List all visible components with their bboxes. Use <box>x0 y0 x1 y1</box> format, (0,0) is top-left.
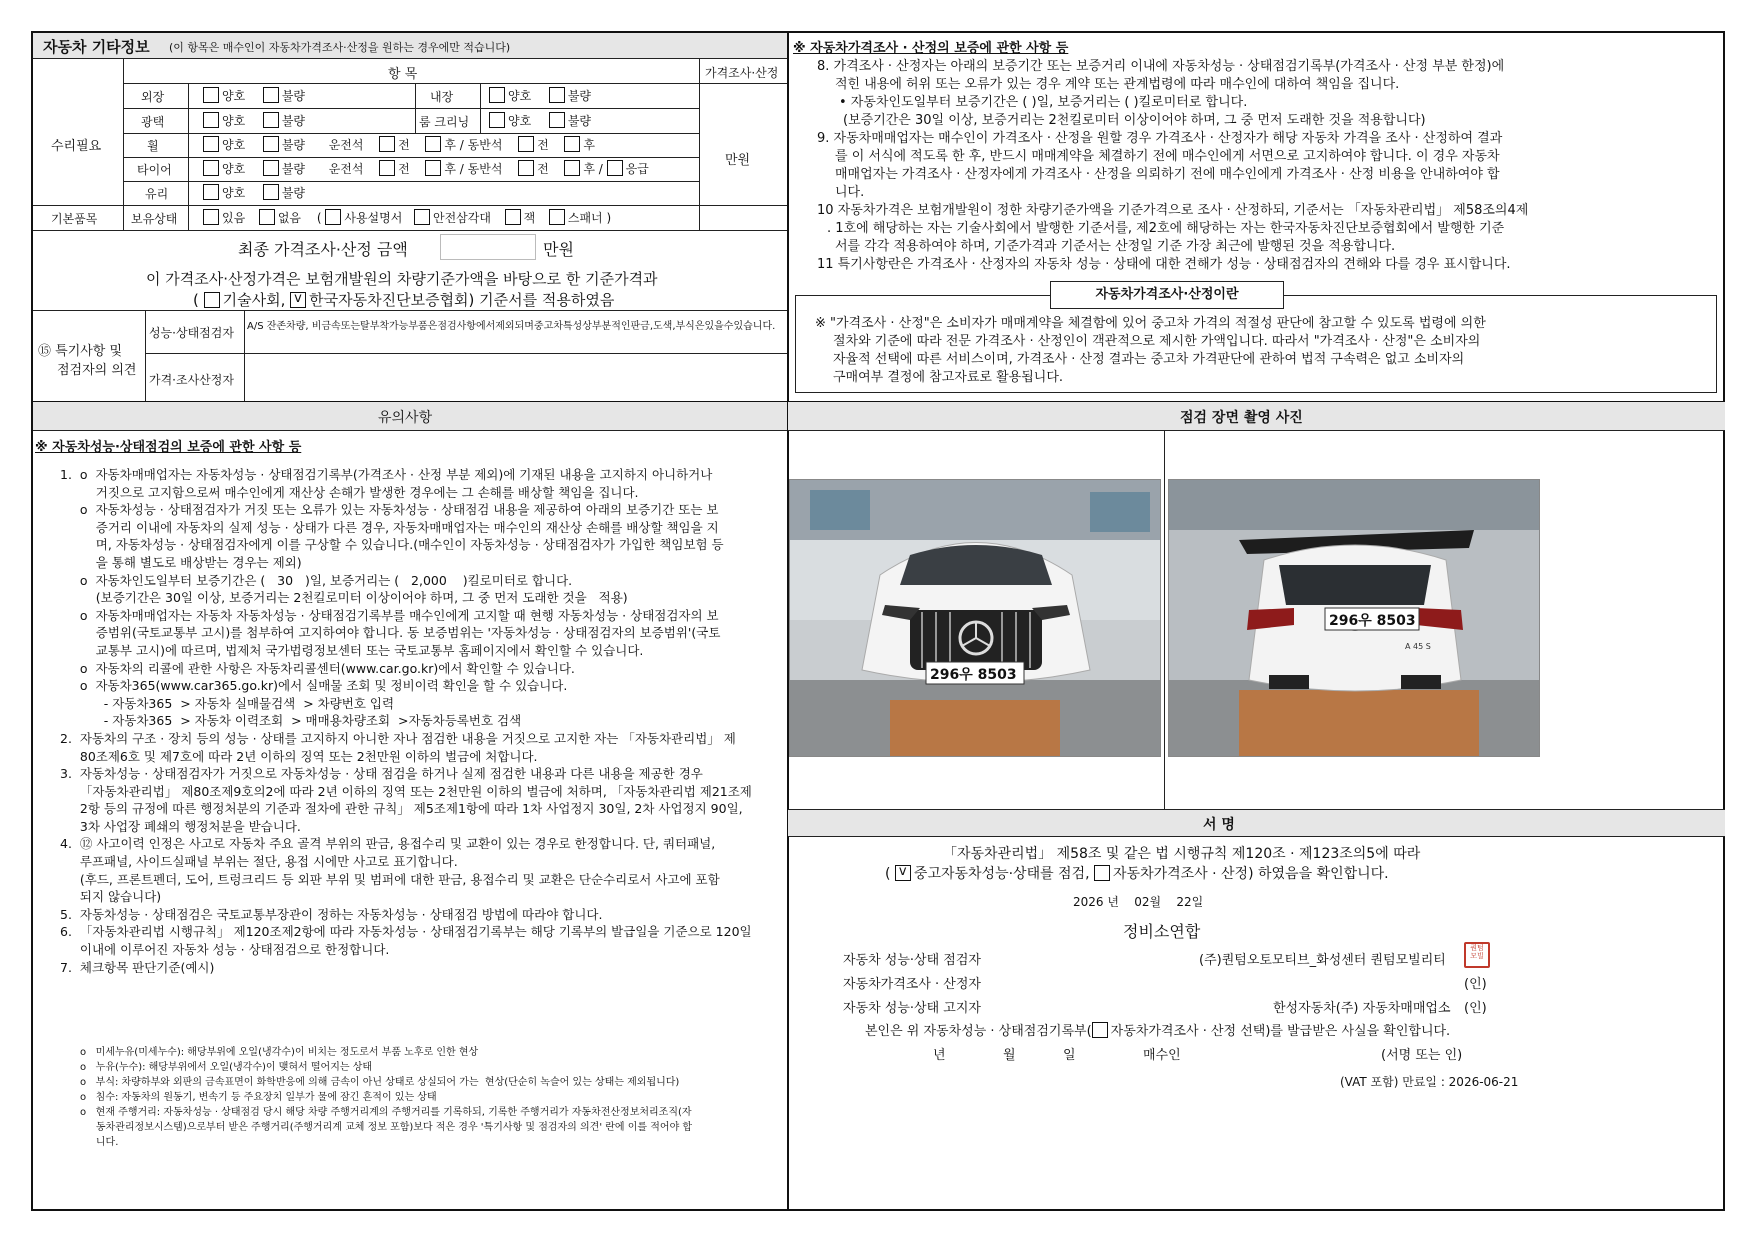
glass-good-checkbox[interactable] <box>203 184 219 200</box>
notes-criteria-list <box>80 1045 785 1150</box>
photos-header: 점검 장면 촬영 사진 <box>1180 410 1303 426</box>
notes-line: 2. 자동차의 구조 · 장치 등의 성능 · 상태를 고지하지 아니한 자나 점검한 내용을 거짓으로 고지한 자는 「자동차관리법」 제 <box>60 730 736 746</box>
sign-day: 22 <box>1176 895 1192 909</box>
opt-bad-label: 불량 <box>281 114 306 128</box>
inspection-record-page <box>31 31 1725 1211</box>
buyer-month-label: 월 <box>1003 1048 1016 1063</box>
held-spanner-checkbox[interactable] <box>549 209 565 225</box>
p8-line1: 8. 가격조사 · 산정자는 아래의 보증기간 또는 보증거리 이내에 자동차성능 · 상태점검기록부(가격조사 · 산정 부분 한정)에 <box>817 59 1505 74</box>
opt-bad-label: 불량 <box>281 89 306 103</box>
basis-line-2 <box>193 289 614 310</box>
notes-line: 「자동차관리법」 제80조제9호의2에 따라 2년 이하의 징역 또는 2천만원 이하의 벌금에 처하며, 「자동차관리법 제21조제 <box>60 783 752 799</box>
tire-driver-front-checkbox[interactable] <box>379 160 395 176</box>
opt-bad-label: 불량 <box>567 114 592 128</box>
row-glass-options <box>203 184 305 201</box>
held-no-label: 없음 <box>277 211 302 225</box>
p8-line2: 적힌 내용에 허위 또는 오류가 있는 경우 계약 또는 관계법령에 따라 매수인에 대하여 책임을 집니다. <box>835 77 1400 92</box>
box-line2: 절차와 기준에 따라 전문 가격조사 · 산정인이 객관적으로 제시한 가액입니다. 따라서 "가격조사 · 산정"은 소비자의 <box>833 334 1481 349</box>
notes-list <box>60 466 785 976</box>
p10-line1: 10 자동차가격은 보험개발원이 정한 차량기준가액을 기준가격으로 조사 · 산정하되, 기준서는 「자동차관리법」 제58조의4제 <box>817 203 1529 218</box>
sign-opt1-label: 중고자동차성능·상태를 점검, <box>913 866 1090 882</box>
buyer-day-label: 일 <box>1063 1048 1076 1063</box>
box-line4: 구매여부 결정에 참고자료로 활용됩니다. <box>833 370 1064 385</box>
notes-line: 3차 사업장 폐쇄의 행정처분을 받습니다. <box>60 818 301 834</box>
divider <box>33 230 787 231</box>
final-amount-unit: 만원 <box>543 240 574 259</box>
perf-inspector-opinion: A/S 잔존차량, 비금속또는탈부착가능부품은점검사항에서제외되며중고차특성상부분적인판금,도색,부식은있을수있습니다. <box>247 321 776 332</box>
final-amount-input[interactable] <box>440 234 536 260</box>
price-definition-body <box>815 315 1715 387</box>
held-manual-checkbox[interactable] <box>325 209 341 225</box>
notes-line: o 자동차의 리콜에 관한 사항은 자동차리콜센터(www.car.go.kr)에서 확인할 수 있습니다. <box>60 660 575 676</box>
held-jack-label: 잭 <box>523 211 536 225</box>
notes-line: 이내에 이루어진 자동차 성능 · 상태점검으로 한정합니다. <box>60 942 390 958</box>
notes-line: 증거리 이내에 자동차의 실제 성능 · 상태가 다른 경우, 자동차매매업자는 매수인의 재산상 손해를 배상할 책임을 지 <box>60 519 719 535</box>
row-exterior-label: 외장 <box>141 90 165 104</box>
rear-inspection-photo <box>1168 479 1540 757</box>
driver-label: 운전석 <box>328 138 364 152</box>
notes-line: - 자동차365 > 자동차 실매물검색 > 차량번호 입력 <box>60 695 395 711</box>
buyer-sign-area[interactable]: (서명 또는 인) <box>1381 1048 1463 1063</box>
notes-line: - 자동차365 > 자동차 이력조회 > 매매용차량조회 >자동차등록번호 검색 <box>60 713 522 729</box>
divider <box>123 108 699 109</box>
sign-date <box>1073 893 1203 910</box>
row-gloss-label: 광택 <box>141 115 165 129</box>
buyer-year-label: 년 <box>933 1048 946 1063</box>
day-unit: 일 <box>1191 895 1204 909</box>
passenger-label: 후 / 동반석 <box>444 138 503 152</box>
perf-checker-value: (주)퀀텀오토모티브_화성센터 퀀텀모빌리티 <box>1199 953 1446 968</box>
tire-emergency-checkbox[interactable] <box>607 160 623 176</box>
opt-front-label: 전 <box>398 138 410 152</box>
divider <box>1164 430 1165 810</box>
final-amount-label: 최종 가격조사·산정 금액 <box>238 240 408 259</box>
notes-line: (보증기간은 30일 이상, 보증거리는 2천킬로미터 이상이어야 하며, 그 중 먼저 도래한 것을 적용) <box>60 590 628 606</box>
front-plate: 296우 8503 <box>930 667 1017 683</box>
notes-header: 유의사항 <box>378 410 433 426</box>
held-triangle-checkbox[interactable] <box>414 209 430 225</box>
opt-emergency-label: 응급 <box>625 162 649 176</box>
sign-org: 정비소연합 <box>1123 922 1201 941</box>
notes-line: 3. 자동차성능 · 상태점검자가 거짓으로 자동차성능 · 상태 점검을 하거나 실제 점검한 내용과 다른 내용을 제공한 경우 <box>60 766 703 782</box>
opt-good-label: 양호 <box>508 114 532 128</box>
notes-line: 6. 「자동차관리법 시행규칙」 제120조제2항에 따라 자동차성능 · 상태점검기록부는 해당 기록부의 발급일을 기준으로 120일 <box>60 924 752 940</box>
used-car-inspection-checkbox[interactable] <box>895 865 911 881</box>
divider <box>33 310 787 311</box>
notes-line: 2항 등의 규정에 따른 행정처분의 기준과 절차에 관한 규칙」 제5조제1항에 따라 1차 사업정지 30일, 2차 사업정지 90일, <box>60 801 743 817</box>
wheel-driver-rear-checkbox[interactable] <box>425 136 441 152</box>
notifier-value: 한성자동차(주) 자동차매매업소 <box>1273 1001 1451 1016</box>
row-interior-label: 내장 <box>430 90 454 104</box>
sign-year: 2026 <box>1073 895 1104 909</box>
notes-line: 며, 자동차성능 · 상태점검자에게 이를 구상할 수 있습니다.(매수인이 자동차성능 · 상태점검자가 가입한 책임보험 등 <box>60 537 724 553</box>
wheel-passenger-front-checkbox[interactable] <box>518 136 534 152</box>
sign-header-bar <box>788 810 1725 836</box>
tire-passenger-rear-checkbox[interactable] <box>564 160 580 176</box>
divider <box>415 83 416 133</box>
notes-line: 1. o 자동차매매업자는 자동차성능 · 상태점검기록부(가격조사 · 산정 부분 제외)에 기재된 내용을 고지하지 아니하거나 <box>60 467 713 482</box>
driver-label: 운전석 <box>328 162 364 176</box>
exterior-good-checkbox[interactable] <box>203 87 219 103</box>
opt-good-label: 양호 <box>222 162 246 176</box>
col-price-header: 가격조사·산정 <box>705 66 779 80</box>
p10-line2: . 1호에 해당하는 자는 기술사회에서 발행한 기준서를, 제2호에 해당하는 자는 한국자동차진단보증협회에서 발행한 기준 <box>827 221 1505 236</box>
row-held-options: 있음 없음 ( 사용설명서 안전삼각대 잭 스패너 ) <box>203 209 611 226</box>
sign-opt2-label: 자동차가격조사 · 산정) 하였음을 확인합니다. <box>1113 866 1389 882</box>
divider <box>188 83 189 230</box>
opt-rear-label: 후 <box>583 138 595 152</box>
divider <box>788 430 1725 431</box>
basis-opt2-label: 한국자동차진단보증협회) 기준서를 적용하였음 <box>309 291 615 309</box>
notes-subtitle: ※ 자동차성능·상태점검의 보증에 관한 사항 등 <box>35 440 302 455</box>
tire-driver-rear-checkbox[interactable] <box>425 160 441 176</box>
divider <box>145 353 787 354</box>
notifier-label: 자동차 성능·상태 고지자 <box>843 1001 981 1016</box>
notes-line: o 자동차매매업자는 자동차 자동차성능 · 상태점검기록부를 매수인에게 고지할 때 현행 자동차성능 · 상태점검자의 보 <box>60 607 719 623</box>
notes-line: 4. ⑫ 사고이력 인정은 사고로 자동차 주요 골격 부위의 판금, 용접수리 및 교환이 있는 경우로 한정합니다. 단, 쿼터패널, <box>60 836 716 852</box>
opt-good-label: 양호 <box>508 89 532 103</box>
year-unit: 년 <box>1107 895 1119 909</box>
company-seal-stamp: 퀀텀 모빌 <box>1464 942 1490 968</box>
divider <box>788 836 1725 837</box>
notes-line: 교통부 고시)에 따르며, 법제처 국가법령정보센터 또는 국토교통부 홈페이지에서 확인할 수 있습니다. <box>60 642 644 658</box>
room-clean-bad-checkbox[interactable] <box>549 112 565 128</box>
rear-plate: 296우 8503 <box>1329 613 1416 629</box>
divider <box>123 181 699 182</box>
p9-line4: 니다. <box>835 185 865 200</box>
group-repair-label: 수리필요 <box>51 139 102 154</box>
criteria-line: o 미세누유(미세누수): 해당부위에 오일(냉각수)이 비치는 정도로서 부품 노후로 인한 현상 <box>80 1047 479 1058</box>
col-item-header: 항 목 <box>388 67 418 82</box>
notes-line: 5. 자동차성능 · 상태점검은 국토교통부장관이 정하는 자동차성능 · 상태점검 방법에 따라야 합니다. <box>60 906 603 922</box>
row-wheel-options <box>203 136 595 153</box>
opt-bad-label: 불량 <box>281 186 306 200</box>
price-surveyor-seal: (인) <box>1464 977 1487 992</box>
held-yes-label: 있음 <box>222 211 246 225</box>
rear-badge: A 45 S <box>1405 642 1431 651</box>
basis-opt1-label: 기술사회, <box>222 291 286 309</box>
opt-good-label: 양호 <box>222 114 246 128</box>
divider <box>244 310 245 401</box>
passenger-label: 후 / 동반석 <box>444 162 503 176</box>
sign-confirm-line <box>885 863 1389 883</box>
row-gloss-options <box>203 112 305 129</box>
front-inspection-photo <box>789 479 1161 757</box>
price-definition-title: 자동차가격조사·산정이란 <box>1050 281 1284 309</box>
special-label-2: 점검자의 의견 <box>57 363 137 378</box>
basis-kadia-checkbox[interactable] <box>290 292 306 308</box>
confirm-post: 자동차가격조사 · 산정 선택)를 발급받은 사실을 확인합니다. <box>1110 1024 1451 1039</box>
box-line1: ※ "가격조사 · 산정"은 소비자가 매매계약을 체결함에 있어 중고차 가격의 적절성 판단에 참고할 수 있도록 법령에 의한 <box>815 316 1486 331</box>
criteria-line: 니다. <box>80 1137 119 1148</box>
confirm-pre: 본인은 위 자동차성능 · 상태점검기록부( <box>865 1024 1092 1039</box>
p8-line4: (보증기간은 30일 이상, 보증거리는 2천킬로미터 이상이어야 하며, 그 중 먼저 도래한 것을 적용합니다) <box>843 113 1426 128</box>
divider <box>123 83 787 84</box>
buyer-confirm-line <box>865 1020 1450 1039</box>
row-tire-options: 양호 불량 운전석 전 후 / 동반석 전 후 / 응급 <box>203 160 649 177</box>
held-spanner-label: 스패너 ) <box>567 211 612 225</box>
p9-line2: 를 이 서식에 적도록 한 후, 반드시 매매계약을 체결하기 전에 매수인에게 서면으로 고지하여야 합니다. 이 경우 자동차 <box>835 149 1500 164</box>
divider <box>33 205 787 206</box>
price-guarantee-body <box>817 58 1722 274</box>
tire-bad-checkbox[interactable] <box>263 160 279 176</box>
p11-line: 11 특기사항란은 가격조사 · 산정자의 자동차 성능 · 상태에 대한 견해가 성능 · 상태점검자의 견해와 다를 경우 표시합니다. <box>817 257 1511 272</box>
notes-line: o 자동차365(www.car365.go.kr)에서 실매물 조회 및 정비이력 확인을 할 수 있습니다. <box>60 678 568 694</box>
divider <box>123 133 699 134</box>
paren: ( <box>885 866 891 882</box>
notes-line: o 자동차성능 · 상태점검자가 거짓 또는 오류가 있는 자동차성능 · 상태점검 내용을 제공하여 아래의 보증기간 또는 보 <box>60 502 719 518</box>
opt-good-label: 양호 <box>222 138 246 152</box>
front-car-image <box>790 480 1161 757</box>
paren: ( <box>193 291 199 309</box>
row-held-label: 보유상태 <box>131 212 178 226</box>
sign-header: 서 명 <box>1203 817 1235 833</box>
row-glass-label: 유리 <box>145 187 169 201</box>
notes-line: 거짓으로 고지함으로써 매수인에게 재산상 손해가 발생한 경우에는 그 손해를 배상할 책임을 집니다. <box>60 484 639 500</box>
price-inspector-label: 가격·조사산정자 <box>149 373 234 387</box>
notes-line: (후드, 프론트펜더, 도어, 트렁크리드 등 외판 부위 및 범퍼에 대한 판금, 용접수리 및 교환은 단순수리로서 사고에 포함 <box>60 871 720 887</box>
held-jack-checkbox[interactable] <box>505 209 521 225</box>
notes-line: 되지 않습니다) <box>60 889 162 905</box>
divider <box>480 83 481 133</box>
divider <box>123 205 124 230</box>
gloss-good-checkbox[interactable] <box>203 112 219 128</box>
other-info-note: (이 항목은 매수인이 자동차가격조사·산정을 원하는 경우에만 적습니다) <box>169 41 511 54</box>
buyer-price-survey-checkbox[interactable] <box>1092 1022 1108 1038</box>
held-yes-checkbox[interactable] <box>203 209 219 225</box>
row-tire-label: 타이어 <box>137 163 172 177</box>
notes-line: o 자동차인도일부터 보증기간은 ( 30 )일, 보증거리는 ( 2,000 )킬로미터로 합니다. <box>60 572 573 588</box>
criteria-line: o 현재 주행거리: 자동차성능 · 상태점검 당시 해당 차량 주행거리계의 주행거리를 기록하되, 기록한 주행거리가 자동차전산정보처리조직(자 <box>80 1107 692 1118</box>
perf-inspector-label: 성능·상태점검자 <box>149 326 234 340</box>
wheel-good-checkbox[interactable] <box>203 136 219 152</box>
p8-line3: • 자동차인도일부터 보증기간은 ( )일, 보증거리는 ( )킬로미터로 합니다. <box>839 95 1248 110</box>
row-room-clean-label: 룸 크리닝 <box>419 115 470 129</box>
notes-line: 7. 체크항목 판단기준(예시) <box>60 959 215 975</box>
gloss-bad-checkbox[interactable] <box>263 112 279 128</box>
notes-line: 루프패널, 사이드실패널 부위는 절단, 용접 시에만 사고로 표기합니다. <box>60 854 458 870</box>
divider <box>33 430 787 431</box>
p9-line3: 매매업자는 가격조사 · 산정자에게 가격조사 · 산정을 의뢰하기 전에 매수인에게 가격조사 · 산정 비용을 안내하여야 합 <box>835 167 1500 182</box>
row-room-clean-options <box>489 112 591 129</box>
price-guarantee-title: ※ 자동차가격조사 · 산정의 보증에 관한 사항 등 <box>793 41 1069 56</box>
opt-front-label: 전 <box>537 138 549 152</box>
glass-bad-checkbox[interactable] <box>263 184 279 200</box>
divider <box>145 310 146 401</box>
notifier-seal: (인) <box>1464 1001 1487 1016</box>
divider <box>123 157 699 158</box>
opt-bad-label: 불량 <box>281 162 306 176</box>
interior-good-checkbox[interactable] <box>489 87 505 103</box>
perf-checker-label: 자동차 성능·상태 점검자 <box>843 953 981 968</box>
opt-bad-label: 불량 <box>281 138 306 152</box>
notes-line: 증범위(국토교통부 고시)를 첨부하여 고지하여야 합니다. 동 보증범위는 '자동차성능 · 상태점검자의 보증범위'(국토 <box>60 625 721 641</box>
p9-line1: 9. 자동차매매업자는 매수인이 가격조사 · 산정을 원할 경우 가격조사 · 산정자가 해당 자동차 가격을 조사 · 산정하여 결과 <box>817 131 1503 146</box>
held-triangle-label: 안전삼각대 <box>432 211 491 225</box>
row-wheel-label: 휠 <box>147 139 159 153</box>
row-exterior-options <box>203 87 305 104</box>
notes-line: 80조제6호 및 제7호에 따라 2년 이하의 징역 또는 2천만원 이하의 벌금에 처합니다. <box>60 748 538 764</box>
p10-line3: 서를 각각 적용하여야 하며, 기준가격과 기준서는 산정일 기준 가장 최근에 발행된 것을 적용합니다. <box>835 239 1396 254</box>
month-unit: 월 <box>1149 895 1162 909</box>
criteria-line: o 침수: 자동차의 원동기, 변속기 등 주요장치 일부가 물에 잠긴 흔적이 있는 상태 <box>80 1092 437 1103</box>
buyer-label: 매수인 <box>1143 1048 1181 1063</box>
price-survey-checkbox[interactable] <box>1094 865 1110 881</box>
repair-unit: 만원 <box>725 153 751 168</box>
wheel-passenger-rear-checkbox[interactable] <box>564 136 580 152</box>
exterior-bad-checkbox[interactable] <box>263 87 279 103</box>
opt-good-label: 양호 <box>222 89 246 103</box>
criteria-line: 동차관리정보시스템)으로부터 받은 주행거리(주행거리계 교체 정보 포함)보다 적은 경우 '특기사항 및 점검자의 의견' 란에 이를 적어야 합 <box>80 1122 693 1133</box>
special-label-1: ⑮ 특기사항 및 <box>38 344 123 359</box>
opt-front-label: 전 <box>537 162 549 176</box>
group-basic-label: 기본품목 <box>51 212 98 226</box>
tire-good-checkbox[interactable] <box>203 160 219 176</box>
basis-tech-society-checkbox[interactable] <box>204 292 220 308</box>
basis-line-1: 이 가격조사·산정가격은 보험개발원의 차량기준가액을 바탕으로 한 기준가격과 <box>146 270 658 288</box>
wheel-driver-front-checkbox[interactable] <box>379 136 395 152</box>
opt-rear-label: 후 <box>583 162 595 176</box>
criteria-line: o 누유(누수): 해당부위에서 오일(냉각수)이 맺혀서 떨어지는 상태 <box>80 1062 373 1073</box>
tire-passenger-front-checkbox[interactable] <box>518 160 534 176</box>
divider <box>33 58 787 59</box>
interior-bad-checkbox[interactable] <box>549 87 565 103</box>
sign-law-line: 「자동차관리법」 제58조 및 같은 법 시행규칙 제120조 · 제123조의5에 따라 <box>943 846 1421 862</box>
opt-bad-label: 불량 <box>567 89 592 103</box>
price-surveyor-label: 자동차가격조사 · 산정자 <box>843 977 981 992</box>
opt-good-label: 양호 <box>222 186 246 200</box>
sign-month: 02 <box>1134 895 1150 909</box>
expiry-footer: (VAT 포함) 만료일 : 2026-06-21 <box>1340 1075 1519 1089</box>
row-interior-options <box>489 87 591 104</box>
wheel-bad-checkbox[interactable] <box>263 136 279 152</box>
held-manual-label: 사용설명서 <box>344 211 403 225</box>
box-line3: 자율적 선택에 따른 서비스이며, 가격조사 · 산정 결과는 중고차 가격판단에 관하여 법적 구속력은 없고 소비자의 <box>833 352 1465 367</box>
other-info-title: 자동차 기타정보 <box>43 38 150 56</box>
room-clean-good-checkbox[interactable] <box>489 112 505 128</box>
notes-line: 을 통해 별도로 배상받는 경우는 제외) <box>60 554 302 570</box>
criteria-line: o 부식: 차량하부와 외판의 금속표면이 화학반응에 의해 금속이 아닌 상태로 상실되어 가는 현상(단순히 녹슬어 있는 상태는 제외됩니다) <box>80 1077 680 1088</box>
held-no-checkbox[interactable] <box>259 209 275 225</box>
opt-front-label: 전 <box>398 162 410 176</box>
